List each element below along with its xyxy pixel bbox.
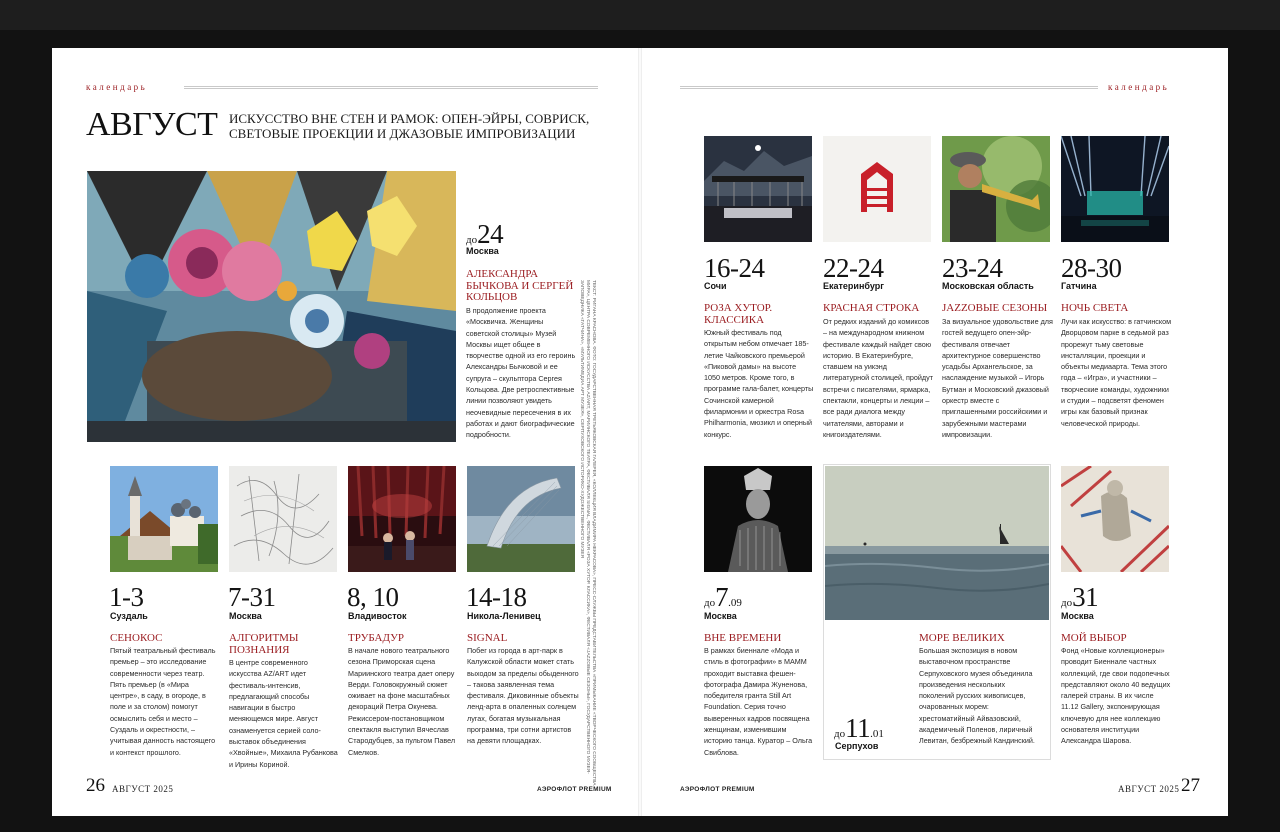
top-event-text-1: Южный фестиваль под открытым небом отмечает 185-летие Чайковского премьерой «Пиковой дамы» на высоте 1050 метров. Кроме того, в программе гала-балет, концерты Сочинской камерной филармонии и оркестра Rosa Philharmonia, мюзикл и оперный конкурс. xyxy=(704,328,814,439)
brand-label-right: АЭРОФЛОТ PREMIUM xyxy=(680,786,755,793)
bottom-event-date-3-prefix: до xyxy=(1061,597,1073,609)
page-number-left: 26 xyxy=(86,775,105,796)
right-page xyxy=(640,48,1228,816)
event-image-out-of-time xyxy=(704,466,812,572)
event-title-3: ТРУБАДУР xyxy=(348,632,405,644)
bottom-event-date-2-suffix: .01 xyxy=(870,728,884,740)
bottom-event-city-2: Серпухов xyxy=(835,741,879,751)
event-image-roza-khutor xyxy=(704,136,812,242)
event-date-4: 14-18 xyxy=(466,582,527,612)
featured-painting-image xyxy=(87,171,456,442)
event-text-4: Побег из города в арт-парк в Калужской области может стать выходом за пределы обыденного – такова заявленная тема фестиваля. Диковинные объекты ленд-арта в опаленных солнцем лугах, богатая музыкальная программа, три сотни артистов на девяти площадках. xyxy=(467,646,579,746)
event-city-3: Владивосток xyxy=(348,611,407,621)
header-rule-right xyxy=(680,86,1098,89)
event-title-4: SIGNAL xyxy=(467,632,508,644)
top-event-text-3: За визуальное удовольствие для гостей ведущего опен-эйр-фестиваля отвечает архитектурное совершенство усадьбы Архангельское, за наслаждение музыкой – Игорь Бутман и Московский джазовый оркестр вместе с приглашенными российскими и зарубежными мастерами импровизации. xyxy=(942,317,1053,439)
featured-date-prefix: до xyxy=(466,234,478,246)
event-date-3: 8, 10 xyxy=(347,582,399,612)
bottom-event-date-2-prefix: до xyxy=(834,728,846,740)
bottom-event-city-3: Москва xyxy=(1061,611,1094,621)
event-city-4: Никола-Ленивец xyxy=(467,611,541,621)
top-event-date-3: 23-24 xyxy=(942,253,1003,283)
issue-label-left: АВГУСТ 2025 xyxy=(112,784,174,794)
photo-credits-text: ТЕКСТ: РИГАНА КРАСНОВА. ФОТО: ГОСУДАРСТВЕННАЯ ТРЕТЬЯКОВСКАЯ ГАЛЕРЕЯ, «КОЛЛЕКЦИЯ ВЛАДИМИРА НЕКРАСОВА», ПРЕСС-СЛУЖБЫ ПРЕДСТАВИТЕЛЬСТВА «ПРИМЫКАНИЕ «ТВОРЧЕСКОГО СООБЩЕСТВА МИРА», ЦЕНТРА СОВРЕМЕННОГО ИСКУССТВА AZ/ART, МАРИИНСКОГО ТЕАТРА, ФЕСТИВАЛЯ SIGNAL, ФЕСТИВАЛЯ «РОЗА ХУТОР. КЛАССИКА», ФЕСТИВАЛЯ «JAZZОВЫЕ СЕЗОНЫ», ГОСУДАРСТВЕННОГО МУЗЕЯ-ЗАПОВЕДНИКА «ГАТЧИНА», «МУЛЬТИМЕДИА АРТ МУЗЕЯ», СЕРПУХОВСКОГО ИСТОРИКО-ХУДОЖЕСТВЕННОГО МУЗЕЯ xyxy=(579,280,596,786)
bottom-event-title-3: МОЙ ВЫБОР xyxy=(1061,632,1127,644)
bottom-event-date-1-prefix: до xyxy=(704,597,716,609)
bottom-event-date-1-suffix: .09 xyxy=(728,597,742,609)
photo-credits xyxy=(579,280,596,800)
bottom-event-date-3-value: 31 xyxy=(1072,582,1099,612)
featured-text: В продолжение проекта «Москвичка. Женщины советской столицы» Музей Москвы ищет общее в творчестве одной из его героинь Александры Бычковой и ее супруга – скульптора Сергея Кольцова. Две ретроспективные линии позволяют увидеть неочевидные пересечения в их работах и дают биографические подробности. xyxy=(466,306,576,440)
section-label: календарь xyxy=(86,82,148,92)
top-event-text-2: От редких изданий до комиксов – на международном книжном фестивале каждый найдет свою историю. В Екатеринбурге, ставшем на уикэнд литературной столицей, пройдут встречи с писателями, ярмарка, спектакли, концерты и лекции – все ради диалога между читателями, авторами и книгоиздателями. xyxy=(823,317,933,439)
event-image-signal xyxy=(467,466,575,572)
top-event-title-2: КРАСНАЯ СТРОКА xyxy=(823,302,920,314)
top-event-city-3: Московская область xyxy=(942,281,1034,291)
top-event-city-4: Гатчина xyxy=(1061,281,1097,291)
bottom-event-text-2: Большая экспозиция в новом выставочном пространстве Серпуховского музея объединила произведения нескольких поколений русских живописцев, очарованных морем: хрестоматийный Айвазовский, академичный Поленов, лиричный Левитан, безбрежный Кандинский. xyxy=(919,646,1035,746)
page-title: АВГУСТ xyxy=(86,106,218,143)
top-event-date-2: 22-24 xyxy=(823,253,884,283)
event-image-sea-painting xyxy=(825,466,1049,620)
event-text-3: В начале нового театрального сезона Приморская сцена Мариинского театра дает оперу Верди. Головокружный сюжет оживает на фоне масштабных декораций Петра Окунева. Режиссером-постановщиком спектакля выступил Вячеслав Стародубцев, за пультом Павел Смелков. xyxy=(348,646,456,757)
top-event-date-1: 16-24 xyxy=(704,253,765,283)
page-number-right: 27 xyxy=(1181,775,1200,796)
left-page xyxy=(52,48,640,816)
event-date-2: 7-31 xyxy=(228,582,276,612)
top-event-city-2: Екатеринбург xyxy=(823,281,884,291)
event-image-night-of-light xyxy=(1061,136,1169,242)
event-title-2: АЛГОРИТМЫ ПОЗНАНИЯ xyxy=(229,632,299,656)
featured-city: Москва xyxy=(466,246,499,256)
brand-label-left: АЭРОФЛОТ PREMIUM xyxy=(537,786,612,793)
event-image-algorithms xyxy=(229,466,337,572)
top-event-title-3: JAZZОВЫЕ СЕЗОНЫ xyxy=(942,302,1048,314)
event-image-my-choice xyxy=(1061,466,1169,572)
issue-label-right: АВГУСТ 2025 xyxy=(1118,784,1180,794)
bottom-event-title-1: ВНЕ ВРЕМЕНИ xyxy=(704,632,782,644)
event-image-krasnaya-stroka-logo xyxy=(823,136,931,242)
event-image-jazz xyxy=(942,136,1050,242)
top-event-date-4: 28-30 xyxy=(1061,253,1122,283)
featured-date-value: 24 xyxy=(477,219,504,249)
top-event-title-1: РОЗА ХУТОР. КЛАССИКА xyxy=(704,302,773,326)
page-subtitle: ИСКУССТВО ВНЕ СТЕН И РАМОК: ОПЕН-ЭЙРЫ, СОВРИСК, СВЕТОВЫЕ ПРОЕКЦИИ И ДЖАЗОВЫЕ ИМПРОВИЗАЦИИ xyxy=(229,111,590,141)
top-event-text-4: Лучи как искусство: в гатчинском Дворцовом парке в седьмой раз прорежут тьму световые инсталляции, проекции и объекты медиаарта. Тема этого года – «Игра», и участники – творческие команды, художники и студии – подсветят феномен игры как базовый признак человеческой природы. xyxy=(1061,317,1172,428)
header-rule xyxy=(184,86,598,89)
bottom-event-date-2-value: 11 xyxy=(845,713,871,743)
magazine-spread xyxy=(52,48,1228,816)
top-event-city-1: Сочи xyxy=(704,281,727,291)
top-event-title-4: НОЧЬ СВЕТА xyxy=(1061,302,1129,314)
bottom-event-date-1-value: 7 xyxy=(715,582,729,612)
event-city-1: Суздаль xyxy=(110,611,148,621)
viewer-top-bar xyxy=(0,0,1280,30)
bottom-event-city-1: Москва xyxy=(704,611,737,621)
event-image-trovatore xyxy=(348,466,456,572)
event-text-2: В центре современного искусства AZ/ART идет фестиваль-интенсив, предлагающий способы навигации в быстро меняющемся мире. Август ознаменуется серией соло-выставок объединения «Хвойные», Михаила Рубанкова и Ирины Кориной. xyxy=(229,658,338,769)
event-title-1: СЕНОКОС xyxy=(110,632,163,644)
event-image-suzdal xyxy=(110,466,218,572)
bottom-event-text-1: В рамках биеннале «Мода и стиль в фотографии» в МАММ проходит выставка фешен-фотографа Дамира Жуненова, победителя гранта Still Art Foundation. Серия точно выверенных кадров посвящена женщинам, изменившим историю танца. Куратор – Ольга Свиблова. xyxy=(704,646,813,757)
bottom-event-title-2: МОРЕ ВЕЛИКИХ xyxy=(919,632,1005,644)
event-date-1: 1-3 xyxy=(109,582,144,612)
event-text-1: Пятый театральный фестиваль премьер – это исследование современности через театр. Пять премьер (в «Мира центре», в саду, в огороде, в поле и за столом) помогут осмыслить себя и место – Суздаль и окрестности, – учитывая данность настоящего и контекст прошлого. xyxy=(110,646,216,757)
event-city-2: Москва xyxy=(229,611,262,621)
bottom-event-text-3: Фонд «Новые коллекционеры» проводит Биеннале частных коллекций, где свои подопечных представляют около 40 ведущих галерей страны. В их числе 11.12 Gallery, экспонирующая ключевую для нее коллекцию основателя институции Александра Шарова. xyxy=(1061,646,1171,746)
featured-title: АЛЕКСАНДРА БЫЧКОВА И СЕРГЕЙ КОЛЬЦОВ xyxy=(466,268,574,303)
section-label-right: календарь xyxy=(1108,82,1170,92)
